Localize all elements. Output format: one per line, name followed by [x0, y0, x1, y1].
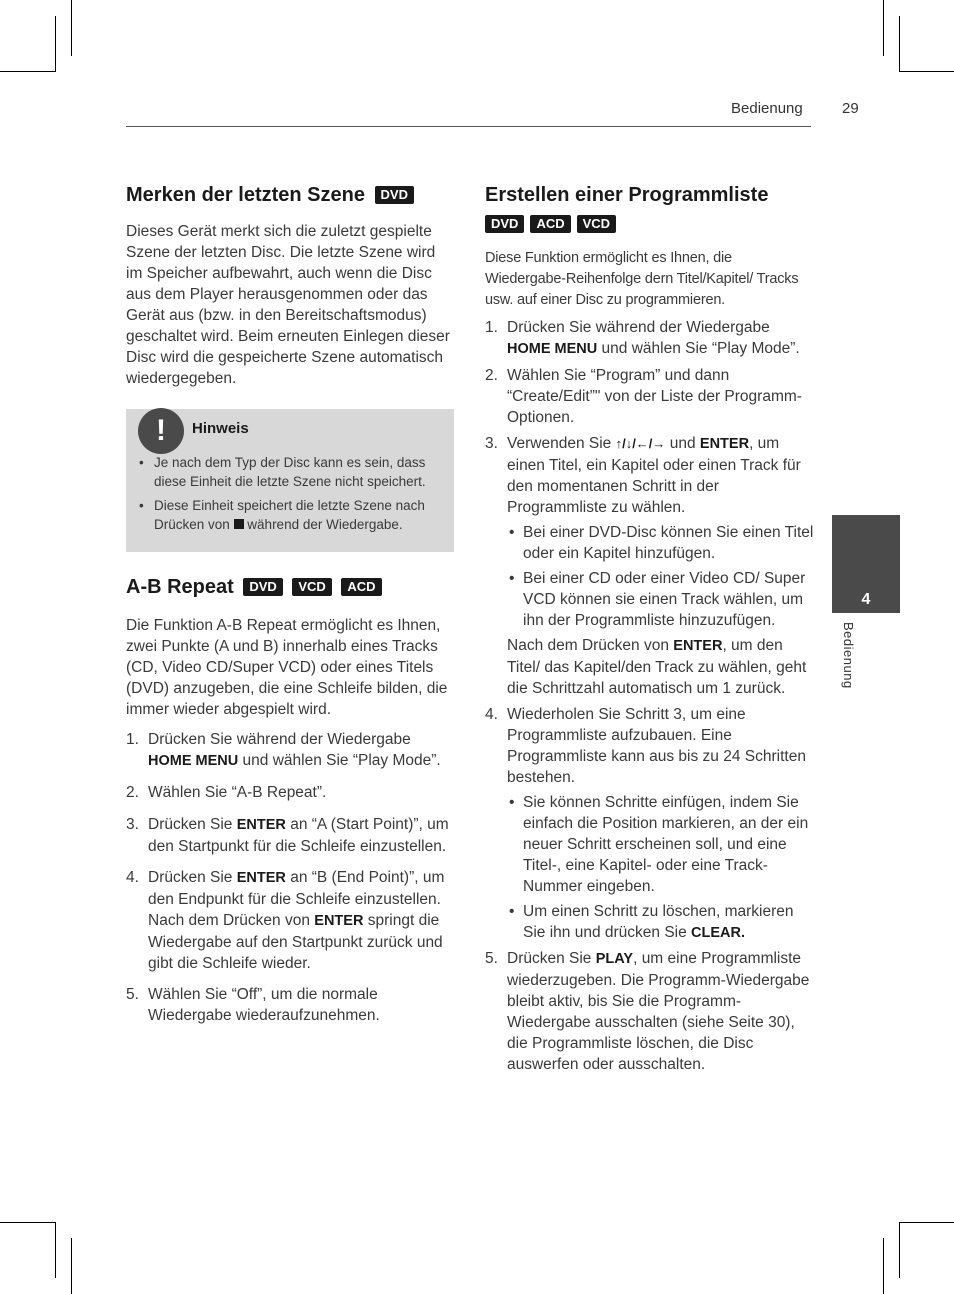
chapter-number: 4	[861, 591, 871, 608]
disc-badge: VCD	[577, 215, 616, 233]
step-number: 2.	[126, 784, 139, 801]
step-item	[126, 782, 454, 803]
step-number: 3.	[485, 435, 498, 452]
bullet-item: • Sie können Schritte einfügen, indem Sie einfach die Position markieren, an der ein neuer Schritt erscheinen soll, und eine Titel-, eine Kapitel- oder eine Track-Nummer eingeben.	[507, 792, 815, 897]
chapter-tab	[832, 515, 900, 613]
step-text: Wählen Sie “Off”, um die normale Wiedergabe wiederaufzunehmen.	[148, 986, 380, 1024]
step-text: , um eine Programmliste wiederzugeben. Die Programm-Wiedergabe bleibt aktiv, bis Sie die Programm-Wiedergabe ausschalten (siehe Seite 30), die Programmliste löschen, die Disc auswerfen oder ausschalten.	[507, 950, 810, 1073]
crop-mark	[71, 0, 72, 56]
crop-mark	[899, 16, 900, 72]
ab-repeat-title: A-B Repeat	[126, 576, 234, 598]
step-text: Wählen Sie “A-B Repeat”.	[148, 784, 327, 801]
step-text: und	[665, 435, 700, 452]
running-header-section: Bedienung	[731, 100, 803, 117]
step-number: 3.	[126, 816, 139, 833]
chapter-tab-label: Bedienung	[841, 622, 856, 689]
ab-repeat-intro: Die Funktion A-B Repeat ermöglicht es Ihnen, zwei Punkte (A und B) innerhalb eines Tracks (CD, Video CD/Super VCD) oder eines Titels (DVD) anzugeben, die eine Schleife bilden, die immer wieder abgespielt wird.	[126, 617, 448, 718]
step-text: Drücken Sie	[148, 869, 237, 886]
crop-mark	[71, 1238, 72, 1294]
step-item	[485, 704, 815, 944]
button-name: ENTER	[236, 817, 286, 833]
bullet-text: Um einen Schritt zu löschen, markieren Sie ihn und drücken Sie	[523, 903, 794, 941]
bullet-item: • Bei einer DVD-Disc können Sie einen Titel oder ein Kapitel hinzufügen.	[507, 522, 815, 564]
crop-mark	[899, 1222, 900, 1278]
step-text: Drücken Sie während der Wiedergabe	[148, 731, 411, 748]
left-column	[126, 182, 454, 1026]
step-number: 4.	[485, 706, 498, 723]
button-name: ENTER	[699, 436, 750, 452]
step-item	[126, 729, 454, 772]
note-item-text: Je nach dem Typ der Disc kann es sein, dass diese Einheit die letzte Szene nicht speichert.	[154, 455, 426, 489]
step-item	[485, 317, 815, 360]
ab-repeat-steps	[126, 729, 454, 1026]
button-name: HOME MENU	[148, 753, 239, 769]
step-number: 4.	[126, 869, 139, 886]
ab-repeat-heading	[126, 574, 454, 601]
step-text: Wählen Sie “Program” und dann “Create/Edit”" von der Liste der Programm-Optionen.	[507, 367, 802, 426]
right-column	[485, 182, 815, 1075]
crop-mark	[899, 71, 954, 72]
note-item-text: während der Wiedergabe.	[243, 516, 403, 532]
crop-mark	[0, 1222, 56, 1223]
disc-badge-row	[485, 215, 815, 235]
step-text: Nach dem Drücken von	[148, 912, 315, 929]
note-box	[126, 409, 454, 552]
step-text: , um einen Titel, ein Kapitel oder einen Track für den momentanen Schritt in der Programmliste zu wählen.	[507, 435, 801, 516]
disc-badge: ACD	[530, 215, 570, 233]
note-item	[138, 497, 442, 534]
step-text: , um den Titel/ das Kapitel/den Track zu wählen, geht die Schrittzahl automatisch um 1 zurück.	[507, 637, 807, 697]
crop-mark	[55, 1222, 56, 1278]
step-followup	[507, 635, 815, 699]
crop-mark	[55, 16, 56, 72]
disc-badge: DVD	[375, 186, 414, 204]
step-bullets	[507, 522, 815, 631]
resume-title: Merken der letzten Szene	[126, 184, 365, 206]
bullet-item: • Bei einer CD oder einer Video CD/ Super VCD können sie einen Track wählen, um ihn der Programmliste hinzuzufügen.	[507, 568, 815, 631]
note-title: Hinweis	[192, 420, 249, 437]
step-bullets	[507, 792, 815, 944]
step-text: Drücken Sie	[148, 816, 237, 833]
header-divider	[126, 126, 811, 127]
disc-badge: DVD	[485, 215, 524, 233]
step-text: und wählen Sie “Play Mode”.	[597, 340, 800, 357]
button-name: CLEAR.	[691, 925, 746, 941]
step-text: Drücken Sie während der Wiedergabe	[507, 319, 770, 336]
step-number: 5.	[126, 986, 139, 1003]
step-text: Nach dem Drücken von	[507, 637, 674, 654]
program-intro: Diese Funktion ermöglicht es Ihnen, die Wiedergabe-Reihenfolge dern Titel/Kapitel/ Tracks usw. auf einer Disc zu programmieren.	[485, 250, 799, 308]
step-text: an “A (Start Point)”, um den Startpunkt für die Schleife einzustellen.	[148, 816, 449, 855]
button-name: HOME MENU	[507, 341, 598, 357]
program-heading: Erstellen einer Programmliste	[485, 184, 769, 206]
program-steps	[485, 317, 815, 1075]
crop-mark	[899, 1222, 954, 1223]
button-name: ENTER	[314, 913, 364, 929]
step-item	[485, 948, 815, 1075]
step-item	[126, 984, 454, 1026]
note-list	[138, 454, 442, 534]
exclamation-icon: !	[138, 408, 184, 454]
crop-mark	[883, 0, 884, 56]
step-text: und wählen Sie “Play Mode”.	[238, 752, 441, 769]
button-name: ENTER	[673, 638, 723, 654]
crop-mark	[883, 1238, 884, 1294]
step-text: Verwenden Sie	[507, 435, 616, 452]
step-number: 5.	[485, 950, 498, 967]
step-text: Drücken Sie	[507, 950, 596, 967]
step-number: 2.	[485, 367, 498, 384]
arrow-keys-icon: ↑/↓/←/→	[615, 436, 666, 451]
disc-badge: DVD	[243, 578, 282, 596]
step-number: 1.	[126, 731, 139, 748]
crop-mark	[16, 71, 56, 72]
step-item	[485, 433, 815, 699]
step-text: springt die Wiedergabe auf den Startpunkt zurück und gibt die Schleife wieder.	[148, 912, 443, 972]
button-name: PLAY	[595, 951, 634, 967]
step-item	[126, 867, 454, 974]
disc-badge: VCD	[292, 578, 331, 596]
step-item	[485, 365, 815, 428]
disc-badge: ACD	[341, 578, 381, 596]
stop-icon	[234, 519, 244, 529]
step-item	[126, 814, 454, 857]
note-item-text: Diese Einheit speichert die letzte Szene nach Drücken von	[154, 498, 425, 532]
page-number: 29	[842, 100, 859, 117]
step-text: Wiederholen Sie Schritt 3, um eine Programmliste aufzubauen. Eine Programmliste kann aus bis zu 24 Schritten bestehen.	[507, 706, 806, 786]
resume-heading	[126, 182, 454, 209]
step-text: an “B (End Point)”, um den Endpunkt für die Schleife einzustellen.	[148, 869, 445, 908]
button-name: ENTER	[236, 870, 286, 886]
resume-body: Dieses Gerät merkt sich die zuletzt gespielte Szene der letzten Disc. Die letzte Szene wird im Speicher aufbewahrt, auch wenn die Disc aus dem Player herausgenommen oder das Gerät aus (bzw. in den Bereitschaftsmodus) geschaltet wird. Beim erneuten Einlegen dieser Disc wird die gespeicherte Szene automatisch wiedergegeben.	[126, 223, 450, 387]
note-item	[138, 454, 442, 491]
step-number: 1.	[485, 319, 498, 336]
bullet-item	[507, 901, 815, 944]
